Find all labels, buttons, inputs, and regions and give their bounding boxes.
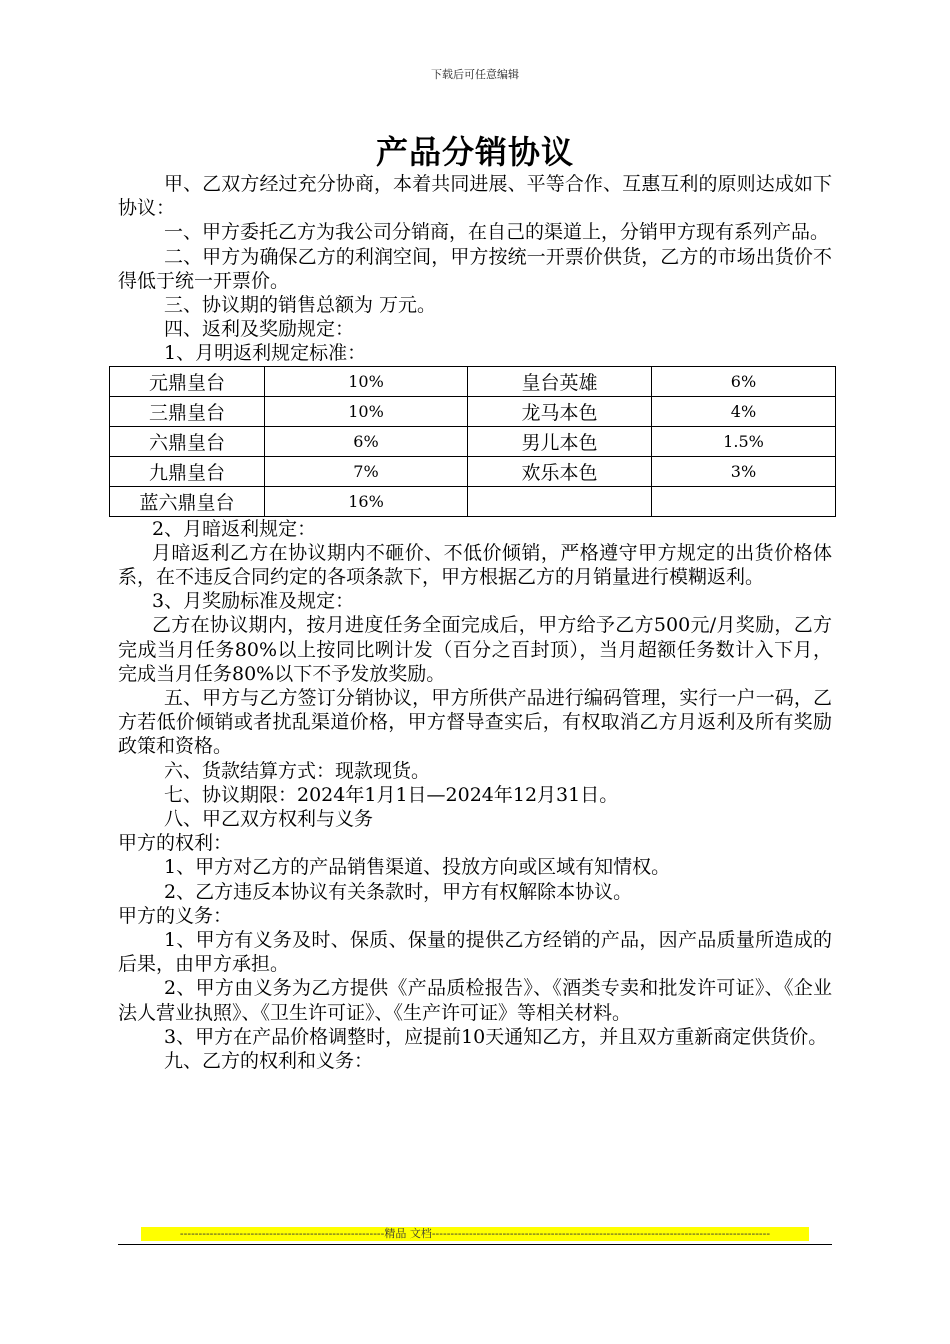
table-row [110, 396, 836, 426]
rebate-rate-cell: 6% [265, 426, 468, 456]
paragraph-clause-4: 四、返利及奖励规定： [164, 318, 355, 341]
rebate-rate-cell: 4% [652, 396, 836, 426]
paragraph-party-a-duty-2: 2、甲方由义务为乙方提供《产品质检报告》、《酒类专卖和批发许可证》、《企业法人营业执照》、《卫生许可证》、《生产许可证》等相关材料。 [118, 977, 832, 1024]
paragraph-party-a-right-2: 2、乙方违反本协议有关条款时，甲方有权解除本协议。 [164, 880, 633, 903]
product-name-cell: 九鼎皇台 [110, 456, 265, 486]
product-name-cell: 六鼎皇台 [110, 426, 265, 456]
table-row [110, 366, 836, 396]
paragraph-party-a-right-1: 1、甲方对乙方的产品销售渠道、投放方向或区域有知情权。 [164, 856, 671, 879]
paragraph-clause-5: 五、甲方与乙方签订分销协议，甲方所供产品进行编码管理，实行一户一码，乙方若低价倾销或者扰乱渠道价格，甲方督导查实后，有权取消乙方月返利及所有奖励政策和资格。 [118, 687, 832, 758]
product-name-cell: 皇台英雄 [468, 366, 652, 396]
document-body [118, 172, 832, 1073]
paragraph-reward-heading: 3、月奖励标准及规定： [152, 590, 355, 613]
document-title: 产品分销协议 [375, 133, 574, 171]
paragraph-intro: 甲、乙双方经过充分协商，本着共同进展、平等合作、互惠互利的原则达成如下协议： [118, 173, 832, 220]
rebate-rate-cell: 1.5% [652, 426, 836, 456]
product-name-cell: 男儿本色 [468, 426, 652, 456]
paragraph-party-a-rights-heading: 甲方的权利： [118, 832, 233, 855]
paragraph-party-a-duties-heading: 甲方的义务： [118, 904, 233, 927]
table-row [110, 456, 836, 486]
footer-divider [118, 1244, 832, 1245]
product-name-cell: 元鼎皇台 [110, 366, 265, 396]
header-note: 下载后可任意编辑 [431, 68, 519, 81]
rebate-rate-cell: 10% [265, 366, 468, 396]
paragraph-clause-3: 三、协议期的销售总额为 万元。 [164, 294, 437, 317]
paragraph-hidden-rebate: 月暗返利乙方在协议期内不砸价、不低价倾销，严格遵守甲方规定的出货价格体系，在不违反合同约定的各项条款下，甲方根据乙方的月销量进行模糊返利。 [118, 541, 832, 589]
empty-cell [468, 486, 652, 516]
product-name-cell: 蓝六鼎皇台 [110, 486, 265, 516]
rebate-rate-cell: 16% [265, 486, 468, 516]
product-name-cell: 欢乐本色 [468, 456, 652, 486]
paragraph-hidden-rebate-heading: 2、月暗返利规定： [152, 517, 317, 540]
paragraph-clause-1: 一、甲方委托乙方为我公司分销商，在自己的渠道上，分销甲方现有系列产品。 [164, 221, 830, 244]
rebate-table [109, 366, 836, 517]
rebate-rate-cell: 6% [652, 366, 836, 396]
product-name-cell: 三鼎皇台 [110, 396, 265, 426]
product-name-cell: 龙马本色 [468, 396, 652, 426]
paragraph-reward: 乙方在协议期内，按月进度任务全面完成后，甲方给予乙方500元/月奖励，乙方完成当月任务80%以上按同比咧计发（百分之百封顶），当月超额任务数计入下月，完成当月任务80%以下不予发放奖励。 [118, 614, 832, 685]
footer-banner: -------------------------------------------------------精品 文档------------------------------------------------------------------------------------------- [141, 1227, 809, 1241]
rebate-rate-cell: 3% [652, 456, 836, 486]
table-row [110, 486, 836, 516]
paragraph-clause-9: 九、乙方的权利和义务： [164, 1050, 374, 1073]
rebate-rate-cell: 10% [265, 396, 468, 426]
paragraph-party-a-duty-1: 1、甲方有义务及时、保质、保量的提供乙方经销的产品，因产品质量所造成的后果，由甲方承担。 [118, 929, 832, 976]
paragraph-clause-7: 七、协议期限：2024年1月1日—2024年12月31日。 [164, 783, 619, 806]
paragraph-clause-8: 八、甲乙双方权利与义务 [164, 808, 374, 831]
paragraph-clause-6: 六、货款结算方式：现款现货。 [164, 759, 431, 782]
empty-cell [652, 486, 836, 516]
paragraph-clause-2: 二、甲方为确保乙方的利润空间，甲方按统一开票价供货，乙方的市场出货价不得低于统一开票价。 [118, 245, 832, 292]
paragraph-rebate-standard: 1、月明返利规定标准： [164, 342, 367, 365]
rebate-rate-cell: 7% [265, 456, 468, 486]
paragraph-party-a-duty-3: 3、甲方在产品价格调整时，应提前10天通知乙方，并且双方重新商定供货价。 [164, 1025, 828, 1048]
table-row [110, 426, 836, 456]
